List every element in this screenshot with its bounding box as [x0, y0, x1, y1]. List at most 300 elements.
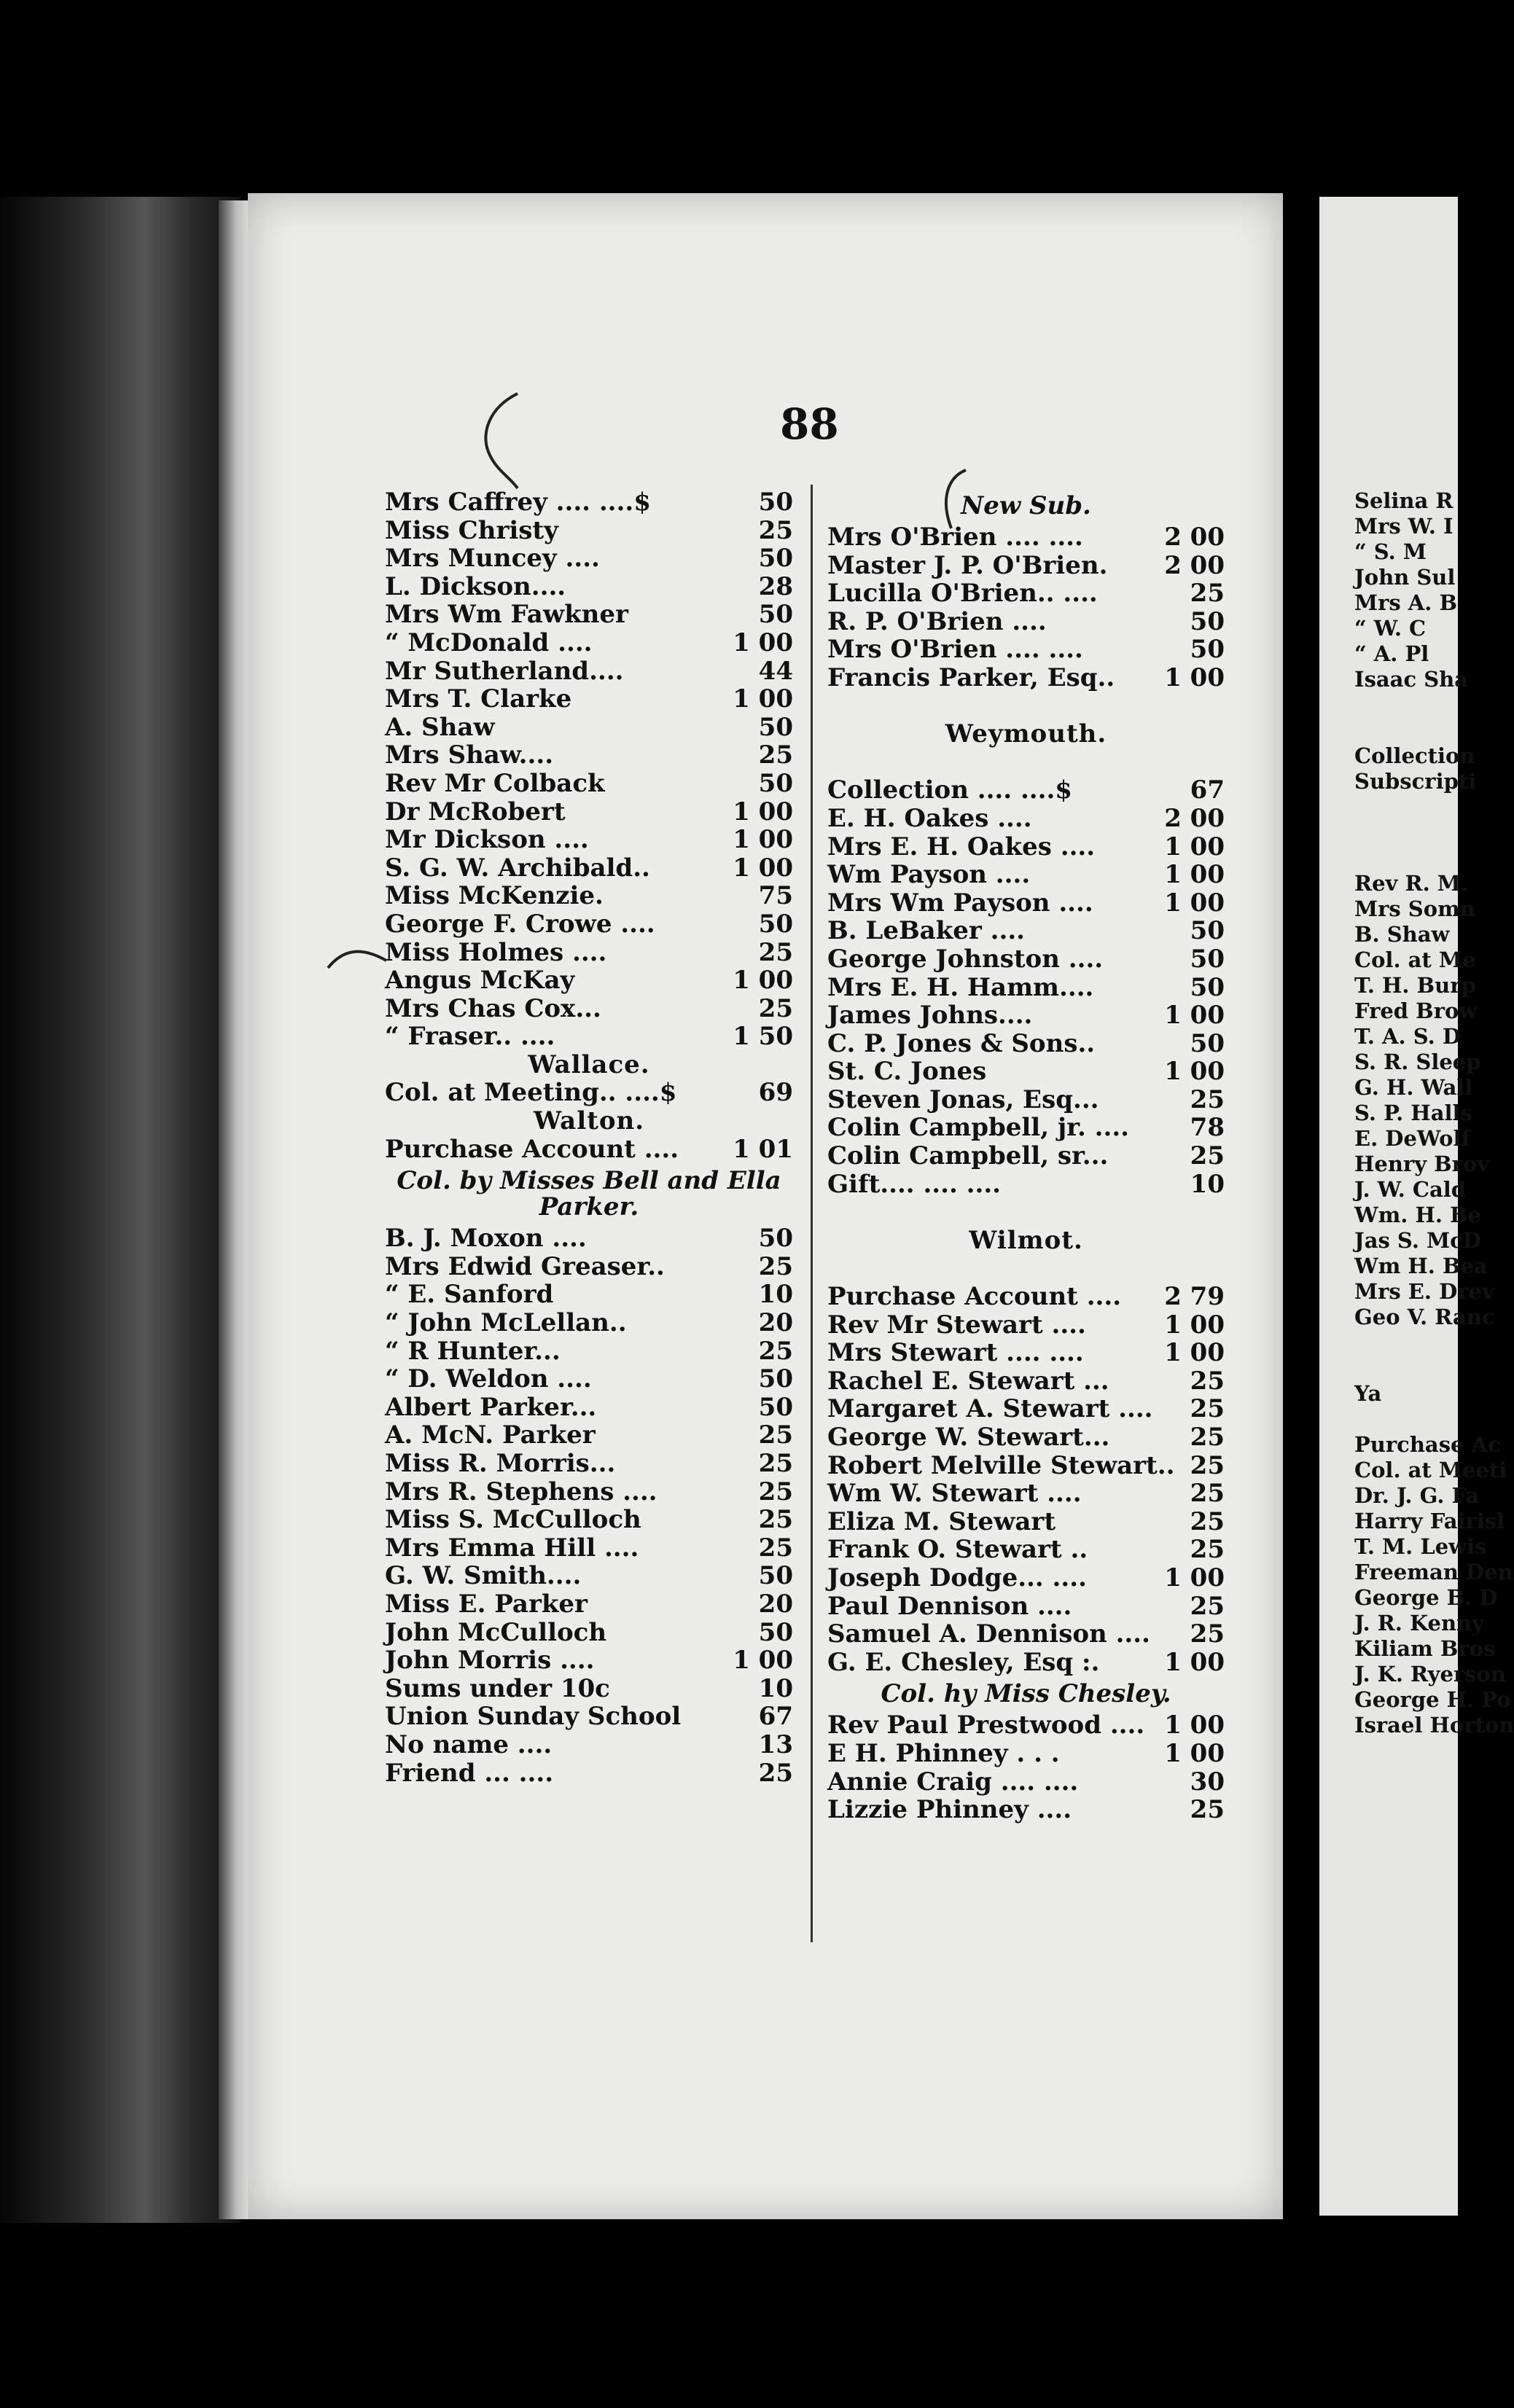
donation-amount: 28 — [758, 571, 793, 601]
donation-amount: 50 — [758, 600, 793, 630]
adjacent-page-line: Mrs E. Drev — [1354, 1279, 1494, 1304]
ledger-row — [827, 776, 1225, 805]
donor-name: Francis Parker, Esq.. — [827, 662, 1115, 692]
donor-name: No name .... — [385, 1729, 553, 1759]
donation-amount: 25 — [1190, 1394, 1225, 1424]
adjacent-page-line: George B. D — [1354, 1585, 1498, 1610]
adjacent-page-line — [1354, 1330, 1514, 1356]
donation-amount: 78 — [1190, 1113, 1225, 1143]
donor-name: Mr Sutherland.... — [385, 656, 624, 686]
donor-name: “ E. Sanford — [385, 1280, 554, 1310]
ledger-row — [827, 1564, 1225, 1592]
ledger-row — [827, 1592, 1225, 1621]
donation-amount: 25 — [758, 1449, 793, 1478]
adjacent-page-line: E. DeWolf — [1354, 1126, 1470, 1151]
donor-name: B. J. Moxon .... — [385, 1224, 587, 1254]
donor-name: Lizzie Phinney .... — [827, 1795, 1072, 1825]
donor-name: C. P. Jones & Sons.. — [827, 1028, 1096, 1058]
donor-name: Collection .... ....$ — [827, 775, 1072, 805]
section-heading: Weymouth. — [945, 719, 1107, 749]
donor-name: Rev Paul Prestwood .... — [827, 1711, 1145, 1740]
donor-name: George Johnston .... — [827, 944, 1104, 974]
donation-amount: 30 — [1190, 1767, 1225, 1797]
donor-name: Mrs Chas Cox... — [385, 993, 601, 1023]
donor-name: Colin Campbell, jr. .... — [827, 1113, 1129, 1143]
right-column — [827, 488, 1225, 1824]
ledger-row — [827, 579, 1225, 608]
donor-name: Mrs O'Brien .... .... — [827, 523, 1083, 552]
donor-name: R. P. O'Brien .... — [827, 606, 1047, 636]
adjacent-page-line — [1354, 718, 1514, 743]
donor-name: A. Shaw — [385, 712, 495, 742]
adjacent-page-line: “ W. C — [1354, 616, 1427, 641]
ledger-row — [827, 1796, 1225, 1824]
donor-name: “ D. Weldon .... — [385, 1364, 592, 1394]
adjacent-page-line: J. W. Cald — [1354, 1177, 1467, 1202]
donation-amount: 1 00 — [733, 966, 793, 996]
donor-name: Purchase Account .... — [385, 1134, 679, 1164]
ledger-row — [385, 1023, 793, 1051]
adjacent-page-line: Mrs Somn — [1354, 896, 1475, 921]
ledger-row — [827, 1452, 1225, 1480]
donor-name: Annie Craig .... .... — [827, 1767, 1079, 1797]
adjacent-page-line: G. H. Wall — [1354, 1075, 1473, 1100]
donation-amount: 25 — [1190, 1795, 1225, 1825]
donor-name: Wm W. Stewart .... — [827, 1479, 1082, 1509]
spacer — [827, 748, 1225, 777]
donor-name: Friend ... .... — [385, 1758, 554, 1788]
donor-name: Wm Payson .... — [827, 860, 1031, 890]
donor-name: Union Sunday School — [385, 1702, 682, 1732]
adjacent-page-line: George H. Po — [1354, 1687, 1511, 1712]
adjacent-page-line — [1354, 820, 1514, 845]
adjacent-page-text — [1354, 488, 1514, 1738]
ledger-row — [385, 995, 793, 1023]
ledger-row — [827, 1170, 1225, 1199]
donor-name: Mrs T. Clarke — [385, 684, 572, 714]
adjacent-page-line: Harry Fairisl — [1354, 1509, 1505, 1533]
adjacent-page-line: Isaac Sha — [1354, 667, 1469, 692]
donation-amount: 2 79 — [1164, 1282, 1225, 1312]
adjacent-page-line: J. K. Ryerson — [1354, 1662, 1506, 1686]
section-subheading: Col. hy Miss Chesley. — [881, 1679, 1171, 1709]
donor-name: Gift.... .... .... — [827, 1169, 1001, 1199]
ledger-row — [385, 1534, 793, 1563]
donor-name: Paul Dennison .... — [827, 1591, 1072, 1621]
donation-amount: 1 00 — [733, 853, 793, 883]
adjacent-page-line: Selina R — [1354, 488, 1453, 513]
ledger-row — [385, 1281, 793, 1309]
donor-name: Steven Jonas, Esq... — [827, 1084, 1099, 1114]
donation-amount: 1 01 — [733, 1134, 793, 1164]
ledger-row — [385, 1731, 793, 1759]
donor-name: George F. Crowe .... — [385, 909, 655, 939]
adjacent-page-line: Col. at Meeti — [1354, 1458, 1507, 1482]
donation-amount: 1 50 — [733, 1022, 793, 1052]
donation-amount: 1 00 — [1164, 888, 1225, 918]
donor-name: Mrs Wm Fawkner — [385, 600, 628, 630]
donation-amount: 25 — [1190, 1479, 1225, 1509]
donor-name: “ Fraser.. .... — [385, 1022, 555, 1052]
donor-name: St. C. Jones — [827, 1057, 987, 1087]
section-heading: Wilmot. — [969, 1225, 1083, 1255]
donor-name: Mrs Wm Payson .... — [827, 888, 1093, 918]
ledger-row — [827, 1479, 1225, 1508]
adjacent-page-line: Mrs A. B — [1354, 590, 1458, 615]
donor-name: Mrs R. Stephens .... — [385, 1477, 658, 1506]
donation-amount: 25 — [758, 1477, 793, 1506]
ledger-row — [827, 1058, 1225, 1086]
donor-name: Mrs Caffrey .... ....$ — [385, 488, 651, 517]
ledger-row — [827, 1367, 1225, 1396]
ledger-row — [385, 798, 793, 826]
ledger-row — [385, 966, 793, 995]
donor-name: Mrs Shaw.... — [385, 740, 554, 770]
ledger-row — [385, 1421, 793, 1450]
ledger-row — [385, 1253, 793, 1281]
donation-amount: 1 00 — [1164, 662, 1225, 692]
donor-name: George W. Stewart... — [827, 1423, 1110, 1452]
donation-amount: 2 00 — [1164, 550, 1225, 580]
ledger-row — [827, 1001, 1225, 1030]
adjacent-page-line: Wm H. Bea — [1354, 1254, 1488, 1278]
ledger-row — [827, 833, 1225, 861]
donation-amount: 1 00 — [1164, 860, 1225, 890]
column-divider — [811, 485, 813, 1942]
donor-name: Miss Holmes .... — [385, 937, 607, 967]
adjacent-page-line: T. A. S. D — [1354, 1024, 1461, 1049]
donation-amount: 2 00 — [1164, 803, 1225, 833]
donation-amount: 1 00 — [733, 825, 793, 855]
donation-amount: 1 00 — [1164, 1001, 1225, 1031]
ledger-row — [385, 1703, 793, 1731]
donation-amount: 25 — [758, 1758, 793, 1788]
donation-amount: 2 00 — [1164, 523, 1225, 552]
ledger-row — [827, 1508, 1225, 1536]
donation-amount: 69 — [758, 1078, 793, 1108]
ledger-row — [385, 854, 793, 883]
section-subheading: Col. by Misses Bell and Ella Parker. — [397, 1166, 781, 1222]
adjacent-page-line: Wm. H. Be — [1354, 1203, 1481, 1227]
donor-name: Lucilla O'Brien.. .... — [827, 579, 1098, 609]
section-subheading: New Sub. — [961, 491, 1091, 520]
ledger-row — [827, 889, 1225, 918]
donation-amount: 10 — [758, 1673, 793, 1703]
adjacent-page-line: Purchase Ac — [1354, 1432, 1501, 1457]
adjacent-page-line — [1354, 794, 1514, 820]
ledger-row — [827, 917, 1225, 945]
donation-amount: 50 — [758, 768, 793, 798]
adjacent-page-line: Subscripti — [1354, 769, 1477, 794]
donor-name: Master J. P. O'Brien. — [827, 550, 1108, 580]
ledger-row — [827, 1423, 1225, 1452]
donation-amount: 50 — [1190, 635, 1225, 665]
donor-name: Miss McKenzie. — [385, 881, 604, 911]
donation-amount: 1 00 — [1164, 1057, 1225, 1087]
donor-name: Miss S. McCulloch — [385, 1505, 641, 1535]
ledger-row — [385, 1562, 793, 1590]
donor-name: Margaret A. Stewart .... — [827, 1394, 1153, 1424]
ledger-row — [385, 1450, 793, 1478]
ledger-row — [385, 741, 793, 770]
donation-amount: 75 — [758, 881, 793, 911]
ledger-row — [385, 629, 793, 657]
donor-name: Miss Christy — [385, 515, 558, 545]
donation-amount: 25 — [1190, 579, 1225, 609]
adjacent-page-line — [1354, 1407, 1514, 1432]
ledger-row — [385, 517, 793, 545]
donation-amount: 25 — [1190, 1084, 1225, 1114]
ledger-row — [827, 974, 1225, 1002]
donation-amount: 25 — [758, 1533, 793, 1563]
donation-amount: 20 — [758, 1589, 793, 1619]
spacer — [827, 1254, 1225, 1283]
adjacent-page-line: Collection — [1354, 743, 1475, 768]
adjacent-page-line: Col. at Me — [1354, 947, 1476, 972]
ledger-row — [385, 939, 793, 967]
adjacent-page-line: Rev R. M. — [1354, 871, 1468, 896]
ledger-row — [827, 1649, 1225, 1677]
ledger-row — [385, 1079, 793, 1107]
donation-amount: 50 — [1190, 1028, 1225, 1058]
donation-amount: 25 — [758, 937, 793, 967]
adjacent-page-line: Freeman Den — [1354, 1560, 1513, 1584]
donation-amount: 25 — [758, 1505, 793, 1535]
ledger-row — [385, 1675, 793, 1703]
spacer — [827, 1198, 1225, 1227]
donor-name: Robert Melville Stewart.. — [827, 1450, 1175, 1480]
ledger-row — [385, 573, 793, 601]
donation-amount: 25 — [1190, 1141, 1225, 1171]
adjacent-page-line: Ya — [1354, 1381, 1382, 1406]
donor-name: E H. Phinney . . . — [827, 1738, 1060, 1768]
donor-name: John McCulloch — [385, 1617, 607, 1647]
ledger-row — [827, 1711, 1225, 1740]
ledger-row — [827, 1768, 1225, 1797]
donor-name: Mrs Stewart .... .... — [827, 1338, 1084, 1368]
donor-name: G. E. Chesley, Esq :. — [827, 1647, 1100, 1677]
donation-amount: 25 — [758, 1336, 793, 1366]
donor-name: Mrs Emma Hill .... — [385, 1533, 639, 1563]
ledger-row — [827, 1395, 1225, 1423]
donor-name: “ R Hunter... — [385, 1336, 561, 1366]
donation-amount: 25 — [758, 1420, 793, 1450]
adjacent-page-line: T. H. Burp — [1354, 973, 1476, 998]
adjacent-page-line: T. M. Lewis — [1354, 1534, 1487, 1559]
ledger-row — [385, 1506, 793, 1534]
donation-amount: 25 — [758, 515, 793, 545]
donation-amount: 20 — [758, 1308, 793, 1338]
donation-amount: 50 — [1190, 606, 1225, 636]
donor-name: Frank O. Stewart .. — [827, 1535, 1088, 1565]
ledger-row — [385, 1478, 793, 1506]
ledger-row — [827, 1086, 1225, 1114]
donation-amount: 50 — [758, 712, 793, 742]
ledger-row — [385, 1646, 793, 1675]
ledger-row — [385, 1759, 793, 1788]
donation-amount: 25 — [1190, 1366, 1225, 1396]
donor-name: S. G. W. Archibald.. — [385, 853, 650, 883]
adjacent-page-line: Henry Brov — [1354, 1152, 1490, 1176]
donor-name: E. H. Oakes .... — [827, 803, 1032, 833]
donation-amount: 1 00 — [1164, 1338, 1225, 1368]
donor-name: Dr McRobert — [385, 797, 566, 826]
ledger-row — [385, 910, 793, 939]
donation-amount: 50 — [758, 1364, 793, 1394]
donation-amount: 1 00 — [733, 1646, 793, 1676]
ledger-row — [827, 1536, 1225, 1564]
donation-amount: 25 — [1190, 1619, 1225, 1649]
ledger-row — [827, 861, 1225, 889]
donor-name: “ John McLellan.. — [385, 1308, 627, 1338]
ledger-row — [827, 1030, 1225, 1058]
donation-amount: 1 00 — [733, 684, 793, 714]
donor-name: B. LeBaker .... — [827, 916, 1026, 946]
donation-amount: 50 — [1190, 916, 1225, 946]
adjacent-page-line: Fred Brow — [1354, 998, 1478, 1023]
donation-amount: 1 00 — [1164, 1738, 1225, 1768]
ledger-row — [827, 805, 1225, 833]
ledger-row — [827, 1114, 1225, 1142]
ledger-row — [827, 664, 1225, 692]
adjacent-page-line: S. R. Sleep — [1354, 1049, 1481, 1074]
donation-amount: 25 — [1190, 1506, 1225, 1536]
donation-amount: 44 — [758, 656, 793, 686]
adjacent-page-line — [1354, 845, 1514, 871]
adjacent-page-line: “ S. M — [1354, 539, 1427, 564]
donor-name: Mrs E. H. Hamm.... — [827, 972, 1094, 1002]
donation-amount: 25 — [1190, 1450, 1225, 1480]
donor-name: Rev Mr Colback — [385, 768, 605, 798]
donation-amount: 25 — [1190, 1591, 1225, 1621]
donation-amount: 50 — [758, 1224, 793, 1254]
donation-amount: 50 — [758, 1561, 793, 1591]
donor-name: Col. at Meeting.. ....$ — [385, 1078, 677, 1108]
ledger-row — [385, 714, 793, 742]
donor-name: John Morris .... — [385, 1646, 595, 1676]
ledger-row — [385, 1135, 793, 1164]
donor-name: Mrs Muncey .... — [385, 544, 600, 574]
donor-name: Miss E. Parker — [385, 1589, 588, 1619]
donation-amount: 25 — [1190, 1535, 1225, 1565]
ledger-row — [385, 1224, 793, 1253]
donor-name: G. W. Smith.... — [385, 1561, 582, 1591]
donor-name: Albert Parker... — [385, 1392, 597, 1422]
adjacent-page-line: Mrs W. I — [1354, 514, 1453, 539]
donation-amount: 25 — [758, 1251, 793, 1281]
ledger-row — [827, 1620, 1225, 1649]
book-spine — [0, 197, 241, 2223]
ledger-row — [385, 1365, 793, 1393]
donor-name: Mr Dickson .... — [385, 825, 589, 855]
adjacent-page-line: John Sul — [1354, 565, 1456, 590]
donation-amount: 1 00 — [1164, 1711, 1225, 1740]
section-heading: Walton. — [533, 1106, 645, 1136]
ledger-row — [385, 601, 793, 629]
spacer — [827, 692, 1225, 721]
donation-amount: 50 — [758, 488, 793, 517]
donation-amount: 1 00 — [1164, 832, 1225, 861]
ledger-row — [827, 1311, 1225, 1340]
donation-amount: 1 00 — [733, 797, 793, 826]
ledger-row — [827, 1283, 1225, 1311]
donation-amount: 50 — [1190, 944, 1225, 974]
ledger-row — [827, 552, 1225, 580]
ledger-row — [827, 1740, 1225, 1768]
donor-name: Miss R. Morris... — [385, 1449, 616, 1478]
donation-amount: 67 — [758, 1702, 793, 1732]
ledger-row — [385, 488, 793, 517]
ledger-row — [827, 1339, 1225, 1367]
ledger-row — [385, 770, 793, 798]
adjacent-page-line — [1354, 692, 1514, 718]
ledger-row — [827, 1142, 1225, 1170]
section-heading: Wallace. — [528, 1049, 650, 1079]
adjacent-page-line: Dr. J. G. Fa — [1354, 1483, 1480, 1508]
donor-name: Angus McKay — [385, 966, 575, 996]
ledger-row — [827, 608, 1225, 636]
page-number: 88 — [780, 399, 839, 449]
ledger-row — [827, 945, 1225, 974]
ledger-row — [385, 826, 793, 854]
donation-amount: 1 00 — [1164, 1310, 1225, 1340]
donation-amount: 25 — [758, 993, 793, 1023]
ledger-row — [385, 685, 793, 714]
donation-amount: 25 — [758, 740, 793, 770]
donor-name: A. McN. Parker — [385, 1420, 596, 1450]
ledger-row — [385, 1309, 793, 1337]
ledger-row — [385, 657, 793, 686]
donation-amount: 1 00 — [733, 628, 793, 657]
donor-name: Mrs E. H. Oakes .... — [827, 832, 1096, 861]
ledger-row — [827, 636, 1225, 664]
donor-name: Rev Mr Stewart .... — [827, 1310, 1086, 1340]
adjacent-page-line: S. P. Halls — [1354, 1101, 1472, 1125]
adjacent-page-line: Jas S. McD — [1354, 1228, 1481, 1253]
donation-amount: 10 — [758, 1280, 793, 1310]
adjacent-page-line: Geo V. Ranc — [1354, 1305, 1495, 1329]
ledger-row — [385, 1337, 793, 1366]
donor-name: Mrs Edwid Greaser.. — [385, 1251, 665, 1281]
donor-name: Purchase Account .... — [827, 1282, 1122, 1312]
donor-name: Colin Campbell, sr... — [827, 1141, 1109, 1171]
adjacent-page-line: B. Shaw — [1354, 922, 1450, 947]
adjacent-page-line: J. R. Kenny — [1354, 1611, 1484, 1635]
ledger-row — [385, 1393, 793, 1422]
donation-amount: 50 — [758, 544, 793, 574]
donor-name: Sums under 10c — [385, 1673, 610, 1703]
adjacent-page-line: Israel Horton — [1354, 1713, 1514, 1737]
donation-amount: 67 — [1190, 775, 1225, 805]
donor-name: “ McDonald .... — [385, 628, 593, 657]
donation-amount: 50 — [758, 1392, 793, 1422]
donation-amount: 10 — [1190, 1169, 1225, 1199]
adjacent-page-line — [1354, 1356, 1514, 1381]
donor-name: Mrs O'Brien .... .... — [827, 635, 1083, 665]
donation-amount: 1 00 — [1164, 1647, 1225, 1677]
ledger-row — [385, 882, 793, 910]
donor-name: Eliza M. Stewart — [827, 1506, 1056, 1536]
ledger-row — [827, 523, 1225, 552]
donor-name: L. Dickson.... — [385, 571, 566, 601]
ledger-row — [385, 544, 793, 573]
ledger-row — [385, 1619, 793, 1647]
donation-amount: 50 — [758, 1617, 793, 1647]
donation-amount: 50 — [1190, 972, 1225, 1002]
adjacent-page-line: “ A. Pl — [1354, 641, 1429, 666]
donor-name: Samuel A. Dennison .... — [827, 1619, 1150, 1649]
ledger-row — [385, 1590, 793, 1619]
